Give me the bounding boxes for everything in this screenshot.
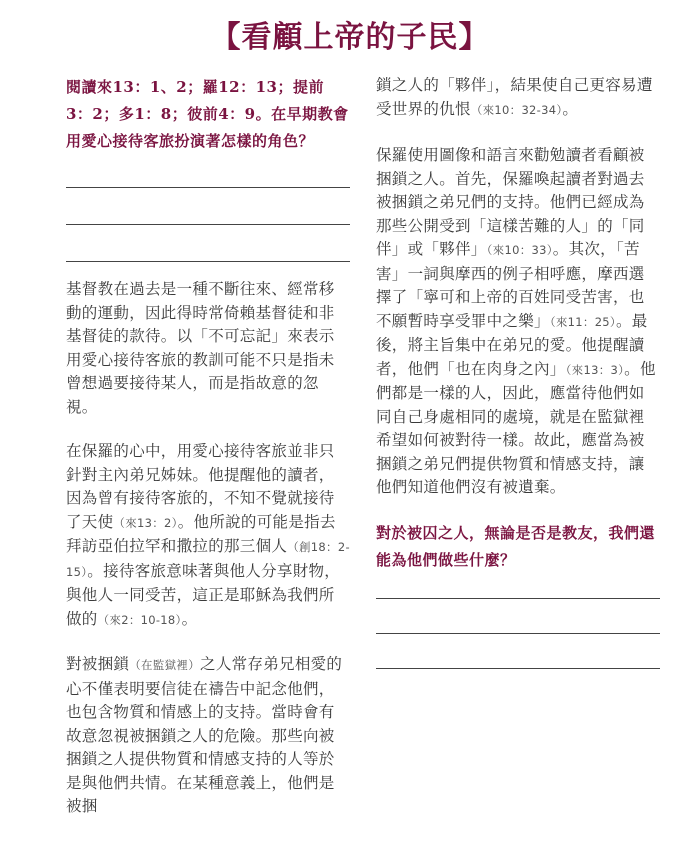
scripture-reference: （來11：25） xyxy=(549,314,616,329)
paragraph-text: 。 xyxy=(562,99,579,118)
right-column xyxy=(376,74,660,669)
scripture-reference: （創18：2-15） xyxy=(66,540,350,579)
paragraph-text: 。接待客旅意味著與他人分享財物，與他人一同受苦，這正是耶穌為我們所做的 xyxy=(66,561,341,628)
paragraph-text: 。其次，「苦害」一詞與摩西的例子相呼應，摩西選擇了「寧可和上帝的百姓同受苦害，也不願暫時享受罪中之樂」 xyxy=(376,240,645,330)
paragraph-text: 在保羅的心中，用愛心接待客旅並非只針對主內弟兄姊妹。他提醒他的讀者，因為曾有接待客旅的，不知不覺就接待了天使 xyxy=(66,442,335,531)
scripture-reference: （來10：33） xyxy=(486,243,553,257)
scripture-reference: （來2：10-18） xyxy=(97,612,182,627)
paragraph-text: 基督教在過去是一種不斷往來、經常移動的運動，因此得時常倚賴基督徒和非基督徒的款待。以「不可忘記」來表示用愛心接待客旅的教訓可能不只是指未曾想過要接待某人，而是指故意的忽視。 xyxy=(66,280,335,416)
answer-line[interactable] xyxy=(66,261,350,262)
page-title: 【看顧上帝的子民】 xyxy=(210,20,490,55)
answer-line[interactable] xyxy=(66,224,350,225)
paragraph-text: 。 xyxy=(181,609,198,628)
paragraph-text: 保羅使用圖像和語言來勸勉讀者看顧被捆鎖之人。首先，保羅喚起讀者對過去被捆鎖之弟兄們的支持。他們已經成為那些公開受到「這樣苦難的人」的「同伴」或「夥伴」 xyxy=(376,146,645,258)
answer-line[interactable] xyxy=(376,598,660,599)
paragraph-text: 對被捆鎖 xyxy=(66,655,130,673)
scripture-reference: （來13：2） xyxy=(113,515,178,530)
study-question: 閱讀來13：1、2；羅12：13；提前3：2；多1：8；彼前4：9。在早期教會用愛心接待客旅扮演著怎樣的角色？ xyxy=(66,78,349,150)
body-paragraph xyxy=(66,278,350,419)
answer-line[interactable] xyxy=(376,633,660,634)
body-paragraph xyxy=(376,144,660,500)
paragraph-text: 鎖之人的「夥伴」，結果使自己更容易遭受世界的仇恨 xyxy=(376,76,653,118)
reflection-question: 對於被囚之人，無論是否是教友，我們還能為他們做些什麼？ xyxy=(376,523,656,569)
scripture-reference: （在監獄裡） xyxy=(129,658,201,672)
left-column xyxy=(66,74,350,819)
scripture-reference: （來13：3） xyxy=(565,362,625,377)
paragraph-text: 。最後，將主旨集中在弟兄的愛。他提醒讀者，他們「也在肉身之內」 xyxy=(376,311,648,378)
answer-line[interactable] xyxy=(66,187,350,188)
paragraph-text: 之人常存弟兄相愛的心不僅表明要信徒在禱告中記念他們，也包含物質和情感上的支持。當時會有故意忽視被捆鎖之人的危險。那些向被捆鎖之人提供物質和情感支持的人等於是與他們共情。在某種意義上，他們是被捆 xyxy=(66,655,343,815)
body-paragraph xyxy=(66,440,350,632)
scripture-reference: （來10：32-34） xyxy=(470,102,563,117)
body-paragraph xyxy=(376,74,660,122)
paragraph-text: 。他所說的可能是指去拜訪亞伯拉罕和撒拉的那三個人 xyxy=(66,512,336,555)
answer-line[interactable] xyxy=(376,668,660,669)
paragraph-text: 。他們都是一樣的人，因此，應當待他們如同自己身處相同的處境，就是在監獄裡希望如何被對待一樣。故此，應當為被捆鎖之弟兄們提供物質和情感支持，讓他們知道他們沒有被遺棄。 xyxy=(376,359,656,496)
body-paragraph xyxy=(66,653,350,819)
